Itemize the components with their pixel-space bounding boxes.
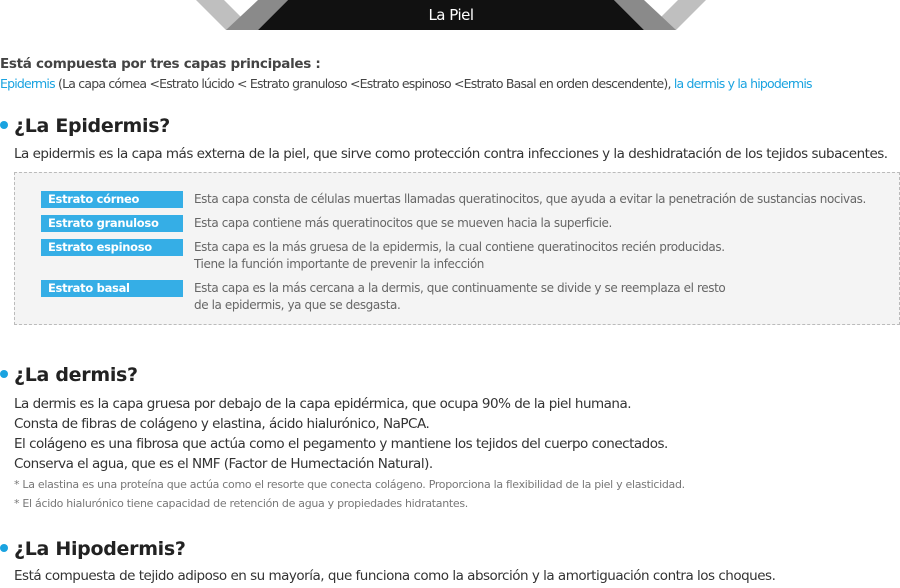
layer-desc-line: Esta capa contiene más queratinocitos que se mueven hacia la superficie. (194, 216, 612, 230)
epidermis-text: La epidermis es la capa más externa de la piel, que sirve como protección contra infecciones y la deshidratación de los tejidos subacentes. (14, 146, 888, 162)
epidermis-link[interactable]: Epidermis (0, 76, 55, 91)
intro-section (0, 56, 900, 91)
layer-desc-line: Esta capa es la más gruesa de la epidermis, la cual contiene queratinocitos recién producidas. (194, 240, 725, 254)
layer-desc (194, 280, 725, 314)
dermis-title (0, 364, 138, 386)
banner-title: La Piel (428, 6, 474, 24)
epidermis-title-text: ¿La Epidermis? (14, 115, 170, 137)
intro-line (0, 76, 900, 91)
bullet-icon (0, 121, 8, 129)
bullet-icon (0, 544, 8, 552)
bullet-icon (0, 370, 8, 378)
intro-heading: Está compuesta por tres capas principales : (0, 56, 321, 72)
dermis-line: Conserva el agua, que es el NMF (Factor de Humectación Natural). (14, 456, 433, 472)
layer-desc (194, 191, 866, 208)
dermis-link[interactable]: la dermis y la hipodermis (673, 76, 812, 91)
dermis-line: El colágeno es una fibrosa que actúa como el pegamento y mantiene los tejidos del cuerpo conectados. (14, 436, 668, 452)
layers-box (14, 172, 900, 325)
dermis-note: * El ácido hialurónico tiene capacidad de retención de agua y propiedades hidratantes. (14, 497, 468, 510)
header-banner (196, 0, 706, 30)
layer-desc-line: Tiene la función importante de prevenir la infección (194, 257, 484, 271)
layer-desc-line: Esta capa consta de células muertas llamadas queratinocitos, que ayuda a evitar la penetración de sustancias nocivas. (194, 192, 866, 206)
layer-desc-line: de la epidermis, ya que se desgasta. (194, 298, 401, 312)
layer-tag: Estrato granuloso (41, 215, 183, 232)
hipodermis-text: Está compuesta de tejido adiposo en su mayoría, que funciona como la absorción y la amortiguación contra los choques. (14, 568, 776, 584)
dermis-note: * La elastina es una proteína que actúa como el resorte que conecta colágeno. Proporciona la flexibilidad de la piel y elasticidad. (14, 478, 685, 491)
layer-desc-line: Esta capa es la más cercana a la dermis, que continuamente se divide y se reemplaza el resto (194, 281, 726, 295)
layer-tag: Estrato córneo (41, 191, 183, 208)
dermis-text (14, 394, 685, 513)
hipodermis-title-text: ¿La Hipodermis? (14, 538, 186, 560)
dermis-title-text: ¿La dermis? (14, 364, 138, 386)
layer-tag: Estrato espinoso (41, 239, 183, 256)
epidermis-title (0, 115, 170, 137)
layer-tag: Estrato basal (41, 280, 183, 297)
dermis-line: La dermis es la capa gruesa por debajo de la capa epidérmica, que ocupa 90% de la piel humana. (14, 396, 632, 412)
hipodermis-title (0, 538, 186, 560)
intro-middle-text: (La capa córnea <Estrato lúcido < Estrato granuloso <Estrato espinoso <Estrato Basal en orden descendente), (54, 76, 674, 91)
dermis-line: Consta de fibras de colágeno y elastina, ácido hialurónico, NaPCA. (14, 416, 430, 432)
layer-desc (194, 239, 725, 273)
layer-desc (194, 215, 612, 232)
